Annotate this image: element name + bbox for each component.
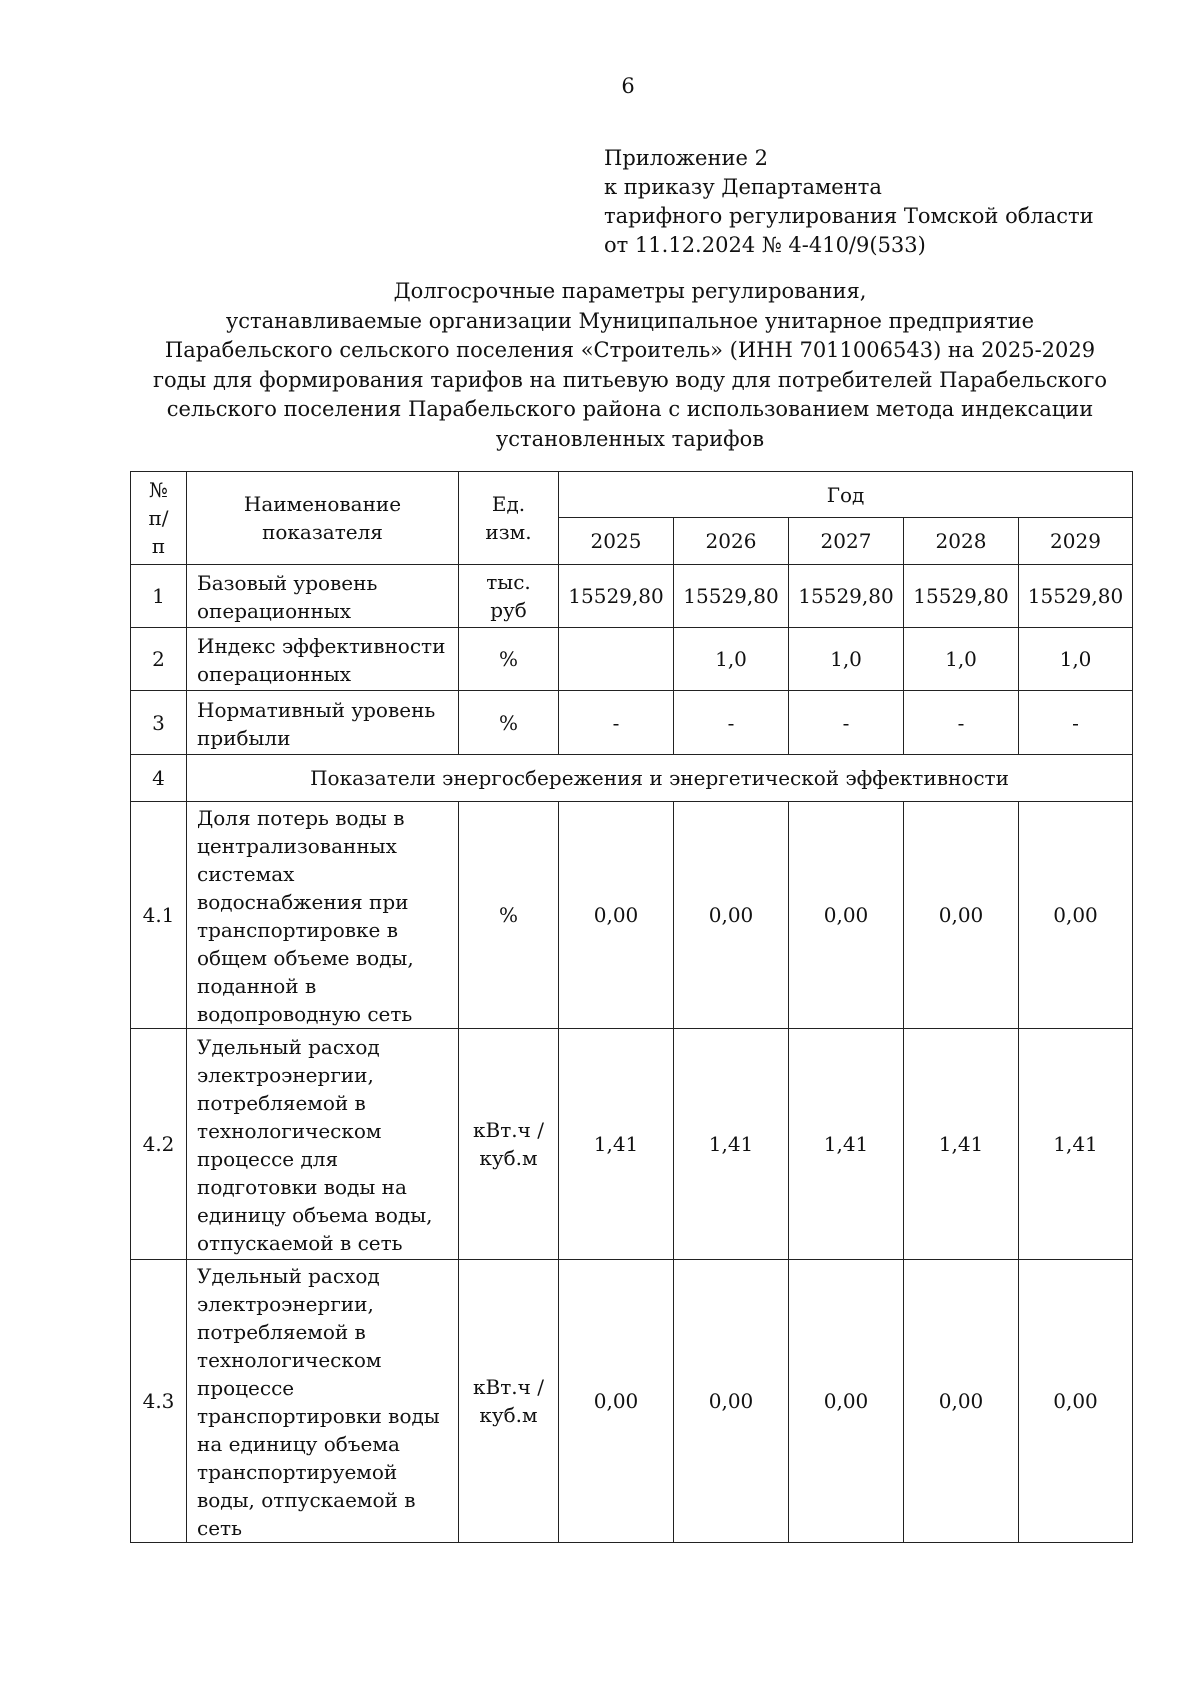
row-value: 0,00 (674, 802, 789, 1029)
row-num: 4.3 (131, 1260, 187, 1543)
row-value (559, 628, 674, 691)
row-value: 15529,80 (559, 565, 674, 628)
row-num: 3 (131, 691, 187, 755)
parameters-table (130, 471, 1133, 1543)
page-number: 6 (621, 74, 635, 98)
header-num: № п/п (131, 472, 187, 565)
table-row (131, 691, 1133, 755)
row-value: - (1019, 691, 1133, 755)
table-row (131, 1029, 1133, 1260)
appendix-block (604, 144, 1094, 260)
row-value: 1,41 (904, 1029, 1019, 1260)
header-year: 2027 (789, 518, 904, 565)
row-value: 15529,80 (674, 565, 789, 628)
row-name: Нормативный уровень прибыли (187, 691, 459, 755)
row-name: Удельный расход электроэнергии, потребляемой в технологическом процессе транспортировки воды на единицу объема транспортируемой воды, отпускаемой в сеть (187, 1260, 459, 1543)
appendix-line: Приложение 2 (604, 146, 768, 170)
row-value: 0,00 (559, 1260, 674, 1543)
row-unit: кВт.ч / куб.м (459, 1029, 559, 1260)
row-name: Доля потерь воды в централизованных системах водоснабжения при транспортировке в общем объеме воды, поданной в водопроводную сеть (187, 802, 459, 1029)
header-year: 2029 (1019, 518, 1133, 565)
row-unit: % (459, 802, 559, 1029)
row-value: 0,00 (789, 802, 904, 1029)
header-year-group: Год (559, 472, 1133, 518)
row-value: - (904, 691, 1019, 755)
row-name: Базовый уровень операционных (187, 565, 459, 628)
row-value: 0,00 (904, 802, 1019, 1029)
row-name: Индекс эффективности операционных (187, 628, 459, 691)
row-name: Удельный расход электроэнергии, потребляемой в технологическом процессе для подготовки воды на единицу объема воды, отпускаемой в сеть (187, 1029, 459, 1260)
header-year: 2025 (559, 518, 674, 565)
row-value: - (789, 691, 904, 755)
row-value: 15529,80 (789, 565, 904, 628)
row-value: 15529,80 (1019, 565, 1133, 628)
row-value: 0,00 (559, 802, 674, 1029)
row-value: 0,00 (1019, 1260, 1133, 1543)
section-title: Показатели энергосбережения и энергетической эффективности (187, 755, 1133, 802)
row-unit: кВт.ч / куб.м (459, 1260, 559, 1543)
row-unit: % (459, 628, 559, 691)
row-value: 0,00 (674, 1260, 789, 1543)
row-unit: % (459, 691, 559, 755)
document-title (130, 277, 1130, 454)
row-num: 2 (131, 628, 187, 691)
title-line: годы для формирования тарифов на питьевую воду для потребителей Парабельского (152, 367, 1107, 392)
row-value: 1,0 (674, 628, 789, 691)
header-year: 2028 (904, 518, 1019, 565)
header-name: Наименование показателя (187, 472, 459, 565)
header-row (131, 472, 1133, 518)
appendix-line: к приказу Департамента (604, 175, 882, 199)
title-line: установленных тарифов (495, 426, 765, 451)
title-line: сельского поселения Парабельского района с использованием метода индексации (166, 397, 1094, 421)
row-num: 4 (131, 755, 187, 802)
row-value: 0,00 (1019, 802, 1133, 1029)
row-value: 1,0 (1019, 628, 1133, 691)
title-line: Парабельского сельского поселения «Строитель» (ИНН 7011006543) на 2025-2029 (164, 338, 1096, 362)
table-row (131, 802, 1133, 1029)
title-line: Долгосрочные параметры регулирования, (393, 279, 867, 303)
row-value: 0,00 (789, 1260, 904, 1543)
row-value: 0,00 (904, 1260, 1019, 1543)
row-value: 1,41 (1019, 1029, 1133, 1260)
table-row (131, 1260, 1133, 1543)
row-value: 15529,80 (904, 565, 1019, 628)
row-value: 1,41 (674, 1029, 789, 1260)
table-row (131, 628, 1133, 691)
row-value: - (559, 691, 674, 755)
row-value: 1,0 (789, 628, 904, 691)
section-row (131, 755, 1133, 802)
row-num: 4.1 (131, 802, 187, 1029)
row-value: 1,41 (789, 1029, 904, 1260)
appendix-line: от 11.12.2024 № 4-410/9(533) (604, 233, 926, 257)
header-year: 2026 (674, 518, 789, 565)
row-value: - (674, 691, 789, 755)
row-value: 1,41 (559, 1029, 674, 1260)
row-unit: тыс. руб (459, 565, 559, 628)
row-value: 1,0 (904, 628, 1019, 691)
appendix-line: тарифного регулирования Томской области (604, 204, 1094, 228)
title-line: устанавливаемые организации Муниципальное унитарное предприятие (225, 308, 1035, 333)
table-row (131, 565, 1133, 628)
header-unit: Ед. изм. (459, 472, 559, 565)
row-num: 1 (131, 565, 187, 628)
row-num: 4.2 (131, 1029, 187, 1260)
